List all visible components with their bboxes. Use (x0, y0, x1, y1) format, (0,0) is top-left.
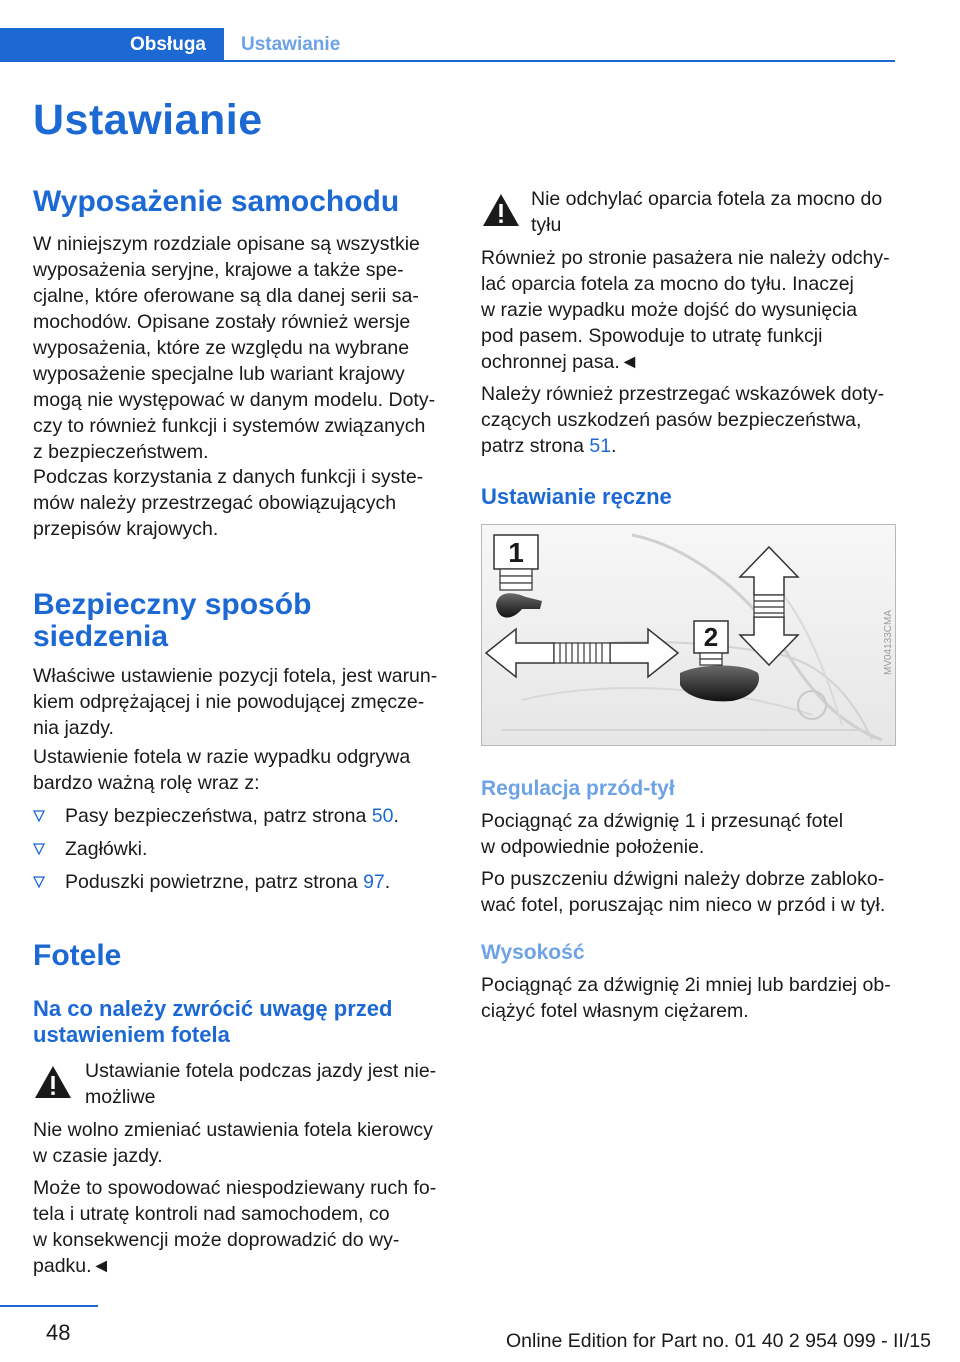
triangle-bullet-icon (33, 876, 45, 888)
triangle-bullet-icon (33, 810, 45, 822)
triangle-bullet-icon (33, 843, 45, 855)
svg-text:2: 2 (703, 622, 719, 652)
warning-2-title: Nie odchylać oparcia fotela za mocno do tyłu (531, 188, 883, 236)
fore-aft-paragraph-1: Pociągnąć za dźwignię 1 i przesunąć fotel w odpowiednie położenie. (481, 810, 844, 858)
heading-equipment: Wyposażenie samochodu (33, 185, 400, 218)
heading-manual-adjust: Ustawianie ręczne (481, 484, 672, 509)
warning-icon (33, 1064, 73, 1100)
page-link-97[interactable]: 97 (363, 871, 385, 893)
page-title: Ustawianie (33, 96, 263, 144)
tab-obsluga[interactable]: Obsługa (0, 28, 224, 62)
figure-code (879, 525, 896, 746)
heading-fore-aft: Regulacja przód-tył (481, 777, 675, 800)
svg-text:1: 1 (508, 537, 524, 568)
footer-rule (0, 1305, 98, 1307)
equipment-paragraph-2: Podczas korzystania z danych funkcji i syste‐ mów należy przestrzegać obowiązujących przepisów krajowych. (33, 466, 424, 540)
warning-1-paragraph-1: Nie wolno zmieniać ustawienia fotela kierowcy w czasie jazdy. (33, 1119, 433, 1167)
heading-seats: Fotele (33, 939, 122, 972)
heading-height: Wysokość (481, 941, 585, 964)
label-1-group (494, 535, 538, 590)
safe-sitting-paragraph-1: Właściwe ustawienie pozycji fotela, jest warun‐ kiem odprężającej i nie powodującej zmęcze‐ nia jazdy. (33, 665, 438, 739)
svg-text:MV04133CMA: MV04133CMA (883, 609, 894, 675)
page-link-50[interactable]: 50 (371, 805, 394, 827)
heading-safe-sitting: Bezpieczny sposób siedzenia (33, 588, 312, 653)
warning-2-paragraph-2: Należy również przestrzegać wskazówek doty‐ czących uszkodzeń pasów bezpieczeństwa, patrz strona 51. (481, 383, 885, 457)
tab-ustawianie[interactable]: Ustawianie (241, 34, 341, 55)
height-paragraph: Pociągnąć za dźwignię 2i mniej lub bardziej ob‐ ciążyć fotel własnym ciężarem. (481, 974, 891, 1022)
header-tabs (0, 28, 895, 62)
subheading-before-adjusting: Na co należy zwrócić uwagę przed ustawieniem fotela (33, 996, 393, 1047)
warning-2-paragraph-1: Również po stronie pasażera nie należy odchy‐ lać oparcia fotela za mocno do tyłu. Inaczej w razie wypadku może dojść do wysunięcia pod pasem. Spowoduje to utratę funkcji ochronnej pasa.◄ (481, 247, 890, 373)
fore-aft-paragraph-2: Po puszczeniu dźwigni należy dobrze zabloko‐ wać fotel, poruszając nim nieco w przód i w tył. (481, 868, 886, 916)
warning-icon (481, 192, 521, 228)
edition-note: Online Edition for Part no. 01 40 2 954 099 - II/15 (506, 1330, 931, 1352)
seat-illustration (482, 525, 896, 746)
warning-1-title: Ustawianie fotela podczas jazdy jest nie‐ możliwe (85, 1060, 437, 1108)
safe-sitting-paragraph-2: Ustawienie fotela w razie wypadku odgrywa bardzo ważną rolę wraz z: (33, 746, 411, 794)
page-number: 48 (46, 1320, 71, 1345)
equipment-paragraph-1: W niniejszym rozdziale opisane są wszystkie wyposażenia seryjne, krajowe a także spe‐ cjalne, które oferowane są dla danej serii sa‐ mochodów. Opisane zostały również wersje wyposażenia, które ze względu na wybrane wyposażenie specjalne lub wariant krajowy mogą nie występować w danym modelu. Doty‐ czy to również funkcji i systemów związanych z bezpieczeństwem. (33, 233, 436, 463)
seat-adjustment-figure (481, 524, 896, 746)
page-link-51[interactable]: 51 (589, 435, 612, 457)
warning-1-paragraph-2: Może to spowodować niespodziewany ruch fo‐ tela i utratę kontroli nad samochodem, co w konsekwencji może doprowadzić do wy‐ padku.◄ (33, 1177, 437, 1277)
